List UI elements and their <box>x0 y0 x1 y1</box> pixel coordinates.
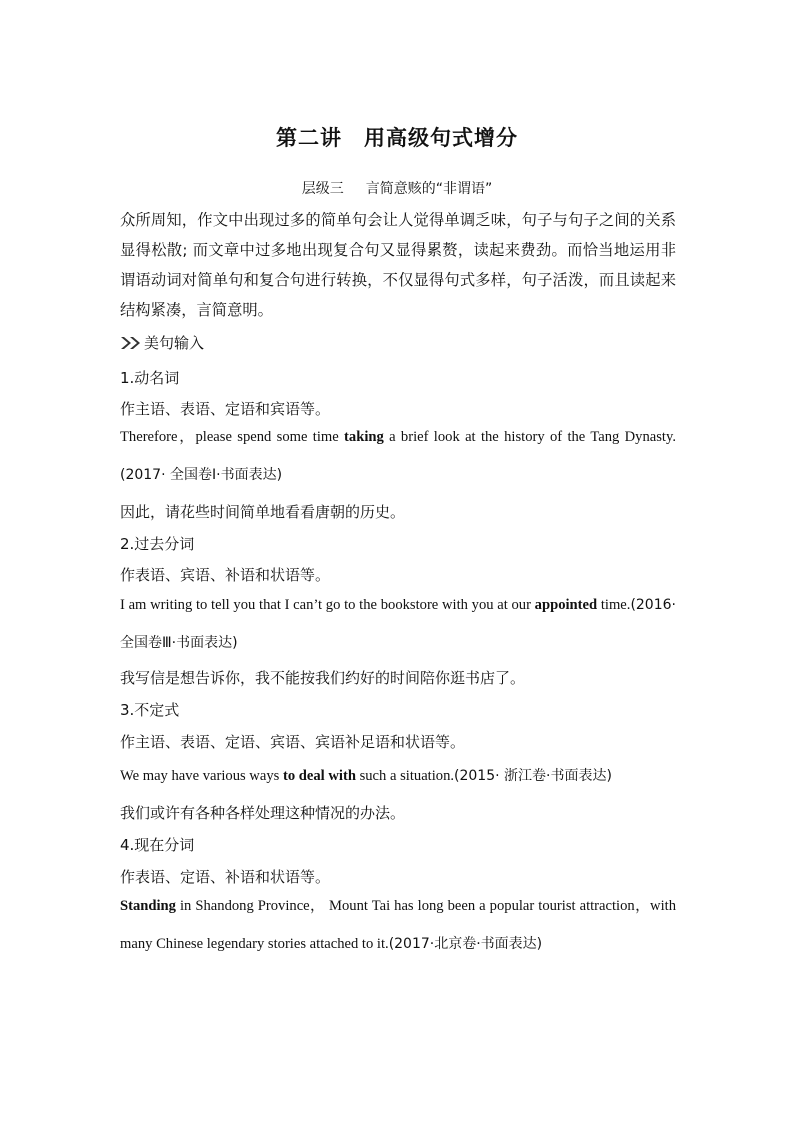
item-usage: 作表语、宾语、补语和状语等。 <box>120 566 331 584</box>
title-part2: 用高级句式增分 <box>364 126 518 150</box>
page-title <box>0 122 794 152</box>
highlighted-phrase: taking <box>344 429 384 445</box>
sentence-translation: 我们或许有各种各样处理这种情况的办法。 <box>120 804 406 822</box>
sentence-source: (2017·北京卷·书面表达) <box>388 936 543 952</box>
item-heading: 4.现在分词 <box>120 836 195 854</box>
sentence-translation: 我写信是想告诉你，我不能按我们约好的时间陪你逛书店了。 <box>120 669 526 687</box>
title-part1: 第二讲 <box>276 126 342 150</box>
item-heading: 2.过去分词 <box>120 535 195 553</box>
sentence-text: I am writing to tell you that I can’t go to the bookstore with you at our <box>120 597 535 613</box>
item-heading: 3.不定式 <box>120 701 180 719</box>
highlighted-phrase: to deal with <box>282 768 356 784</box>
sentence-text: time. <box>597 597 631 613</box>
example-sentence <box>120 586 676 662</box>
sentence-text: a brief look at the history of the Tang Dynasty. <box>383 429 676 445</box>
highlighted-phrase: appointed <box>534 597 598 613</box>
intro-paragraph: 众所周知，作文中出现过多的简单句会让人觉得单调乏味，句子与句子之间的关系显得松散; 而文章中过多地出现复合句又显得累赘，读起来费劲。而恰当地运用非谓语动词对简单句和复合句进行转换，不仅显得句式多样，句子活泼，而且读起来结构紧凑，言简意明。 <box>120 211 676 319</box>
subtitle-part2: 言简意赅的“非谓语” <box>365 181 493 197</box>
highlighted-phrase: Standing <box>120 898 176 914</box>
sentence-source: (2016· 全国卷Ⅲ·书面表达) <box>120 597 676 651</box>
section-label-text: 美句输入 <box>144 334 205 352</box>
example-sentence <box>120 757 676 795</box>
example-sentence <box>120 887 676 963</box>
sentence-text: such a situation. <box>355 768 455 784</box>
sentence-source: (2017· 全国卷Ⅰ·书面表达) <box>120 467 283 483</box>
sentence-source: (2015· 浙江卷·书面表达) <box>454 768 612 784</box>
item-usage: 作主语、表语、定语、宾语、宾语补足语和状语等。 <box>120 733 466 751</box>
subtitle-part1: 层级三 <box>301 181 344 197</box>
section-subtitle <box>0 178 794 198</box>
sentence-text: We may have various ways <box>120 768 283 784</box>
example-sentence <box>120 418 676 494</box>
item-heading: 1.动名词 <box>120 369 180 387</box>
sentence-translation: 因此，请花些时间简单地看看唐朝的历史。 <box>120 503 406 521</box>
section-label <box>120 332 676 353</box>
double-chevron-icon <box>120 336 142 350</box>
item-usage: 作表语、定语、补语和状语等。 <box>120 868 331 886</box>
item-usage: 作主语、表语、定语和宾语等。 <box>120 400 331 418</box>
sentence-text: Therefore，please spend some time <box>120 429 345 445</box>
sentence-text: in Shandong Province， Mount Tai has long been a popular tourist attraction，with many Chinese legendary stories attached to it. <box>120 898 676 952</box>
